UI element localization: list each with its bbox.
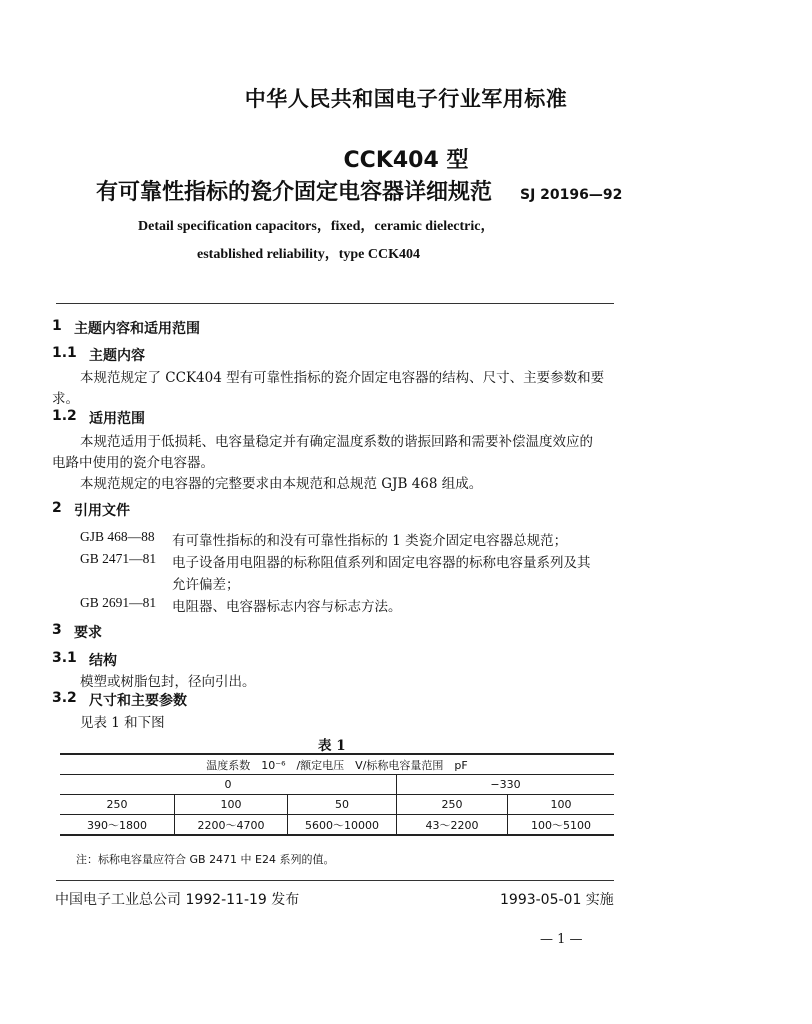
- table-caption: 表 1: [318, 738, 346, 754]
- section-3-title: 要求: [74, 625, 102, 641]
- table-cell: 43～2200: [397, 815, 508, 836]
- table-note: 注：标称电容量应符合 GB 2471 中 E24 系列的值。: [76, 853, 335, 866]
- table-row: [60, 815, 614, 836]
- table-cell: 100: [508, 795, 615, 815]
- ref-title: 有可靠性指标的和没有可靠性指标的 1 类瓷介固定电容器总规范；: [172, 533, 568, 549]
- parameter-table: [60, 753, 614, 836]
- section-3-1-text: 模塑或树脂包封，径向引出。: [80, 674, 256, 690]
- section-1-number: 1: [52, 318, 62, 334]
- table-row: [60, 754, 614, 775]
- table-row: [60, 795, 614, 815]
- table-cell: 5600～10000: [288, 815, 397, 836]
- section-3-2-title: 尺寸和主要参数: [89, 693, 187, 709]
- table-cell: 2200～4700: [175, 815, 288, 836]
- section-3-2-text: 见表 1 和下图: [80, 715, 165, 731]
- section-1-1-text-line1: 本规范规定了 CCK404 型有可靠性指标的瓷介固定电容器的结构、尺寸、主要参数和要: [80, 370, 605, 386]
- section-3-1-title: 结构: [89, 653, 117, 669]
- table-row: [60, 775, 614, 795]
- model-title: CCK404 型: [343, 148, 469, 173]
- section-3-1-number: 3.1: [52, 650, 77, 666]
- table-cell: 390～1800: [60, 815, 175, 836]
- table-header-cell: 温度系数 10⁻⁶ /额定电压 V/标称电容量范围 pF: [60, 754, 614, 775]
- issuing-authority: 中华人民共和国电子行业军用标准: [244, 87, 568, 111]
- section-3-number: 3: [52, 622, 62, 638]
- table-group-cell: 0: [60, 775, 397, 795]
- table-cell: 250: [60, 795, 175, 815]
- document-title-cn: 有可靠性指标的瓷介固定电容器详细规范: [96, 180, 493, 205]
- page-number: — 1 —: [540, 932, 583, 947]
- header-divider: [56, 303, 614, 304]
- table-cell: 100: [175, 795, 288, 815]
- section-3-2-number: 3.2: [52, 690, 77, 706]
- footer-divider: [56, 880, 614, 881]
- table-group-cell: −330: [397, 775, 615, 795]
- section-1-title: 主题内容和适用范围: [74, 321, 200, 337]
- issue-date: 中国电子工业总公司 1992-11-19 发布: [55, 892, 300, 908]
- section-1-1-number: 1.1: [52, 345, 77, 361]
- section-1-2-text-line1: 本规范适用于低损耗、电容量稳定并有确定温度系数的谐振回路和需要补偿温度效应的: [80, 434, 593, 450]
- ref-title-continued: 允许偏差；: [172, 577, 240, 593]
- ref-code: GJB 468—88: [80, 529, 155, 544]
- section-2-number: 2: [52, 500, 62, 516]
- effective-date: 1993-05-01 实施: [500, 892, 614, 908]
- section-1-1-title: 主题内容: [89, 348, 145, 364]
- standard-number: SJ 20196—92: [520, 187, 623, 203]
- section-1-2-title: 适用范围: [89, 411, 145, 427]
- section-1-2-text-line2: 电路中使用的瓷介电容器。: [52, 455, 214, 471]
- section-2-title: 引用文件: [74, 503, 130, 519]
- ref-title: 电阻器、电容器标志内容与标志方法。: [172, 599, 402, 615]
- document-title-en-line1: Detail specification capacitors，fixed，ceramic dielectric，: [138, 219, 495, 234]
- ref-code: GB 2471—81: [80, 551, 157, 566]
- section-1-2-text-para2: 本规范规定的电容器的完整要求由本规范和总规范 GJB 468 组成。: [80, 476, 483, 492]
- table-cell: 100～5100: [508, 815, 615, 836]
- table-cell: 50: [288, 795, 397, 815]
- ref-title: 电子设备用电阻器的标称阻值系列和固定电容器的标称电容量系列及其: [172, 555, 591, 571]
- section-1-1-text-line2: 求。: [52, 391, 79, 407]
- ref-code: GB 2691—81: [80, 595, 157, 610]
- section-1-2-number: 1.2: [52, 408, 77, 424]
- document-title-en-line2: established reliability，type CCK404: [197, 247, 420, 262]
- table-cell: 250: [397, 795, 508, 815]
